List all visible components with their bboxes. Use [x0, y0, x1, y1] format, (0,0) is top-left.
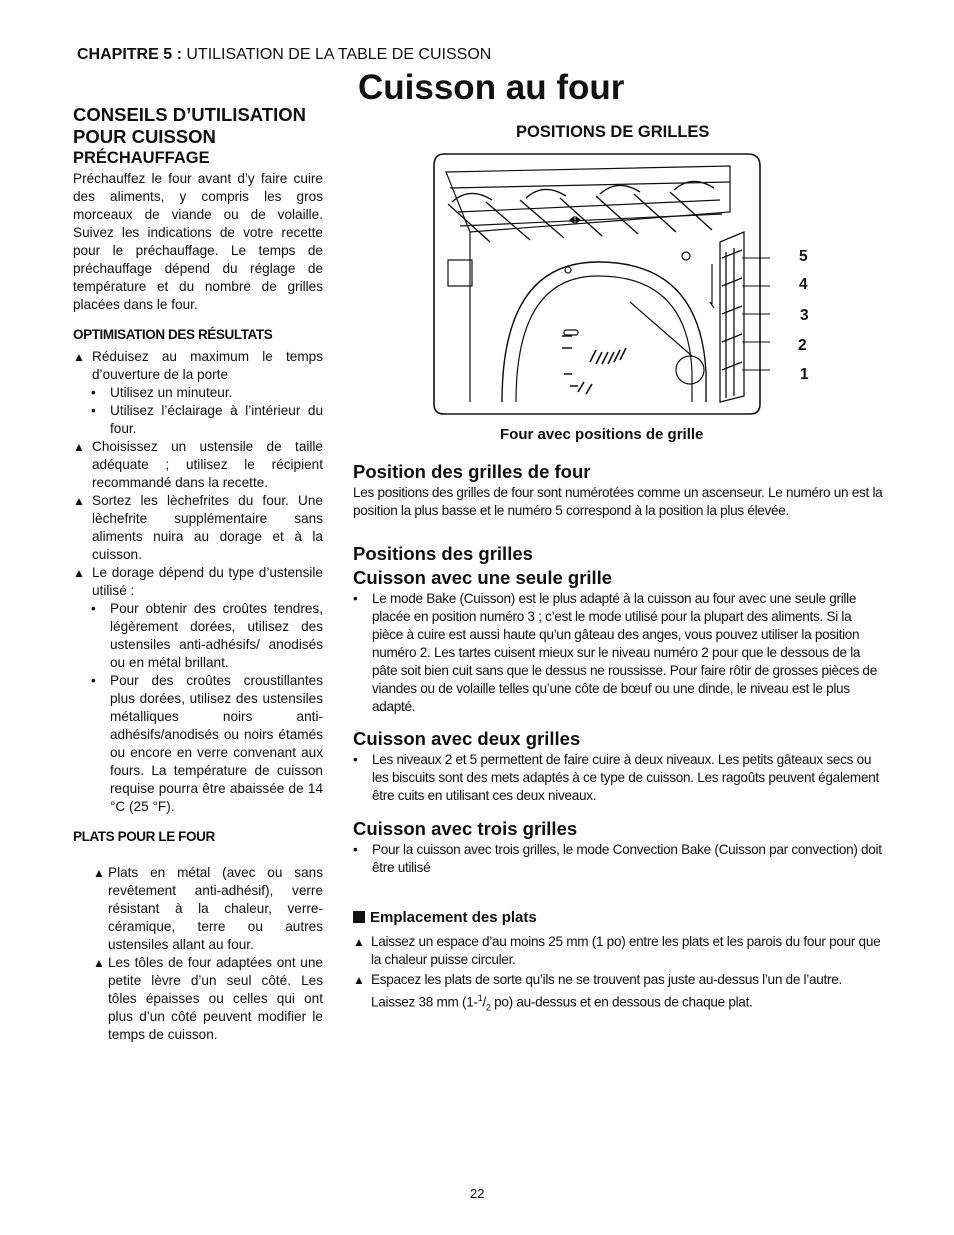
heading-positions-des-grilles: Positions des grilles	[353, 543, 533, 564]
figure-title: POSITIONS DE GRILLES	[516, 123, 710, 141]
rack-label-1: 1	[800, 366, 809, 383]
figure-caption: Four avec positions de grille	[500, 426, 704, 443]
heading-prechauffage: PRÉCHAUFFAGE	[73, 149, 210, 167]
fraction-denominator: 2	[485, 1002, 491, 1013]
section-two-racks	[353, 727, 883, 805]
rack-label-3: 3	[800, 307, 809, 324]
section-position	[353, 460, 883, 520]
placement-item-1: ▲ Laissez un espace d’au moins 25 mm (1 po) entre les plats et les parois du four pour que la chaleur puisse circuler.	[353, 933, 883, 969]
optim-sub-3: • Pour obtenir des croûtes tendres, légèrement dorées, utilisez des ustensiles anti-adhésifs/ anodisés ou en métal brillant.	[73, 600, 323, 672]
optim-item-2: ▲ Choisissez un ustensile de taille adéquate ; utilisez le récipient recommandé dans la recette.	[73, 438, 323, 492]
placement-item-2-a: Espacez les plats de sorte qu’ils ne se trouvent pas juste au-dessus l’un de l’autre. Laissez 38 mm (1-	[371, 972, 842, 1010]
optim-sub-1: • Utilisez un minuteur.	[73, 384, 323, 402]
two-racks-text: • Les niveaux 2 et 5 permettent de faire cuire à deux niveaux. Les petits gâteaux secs ou les biscuits sont des mets adaptés à ce type de cuisson. Les ragoûts peuvent également être cuits en utilisant ces deux niveaux.	[353, 751, 883, 805]
optim-sub-2: • Utilisez l’éclairage à l’intérieur du four.	[73, 402, 323, 438]
fraction-numerator: 1	[477, 993, 483, 1003]
heading-pour-cuisson: POUR CUISSON	[73, 126, 216, 147]
plats-item-2: ▲ Les tôles de four adaptées ont une petite lèvre d’un seul côté. Les tôles épaisses ou celles qui ont plus d’un côté peuvent modifier le temps de cuisson.	[73, 954, 323, 1044]
three-racks-text: • Pour la cuisson avec trois grilles, le mode Convection Bake (Cuisson par convection) doit être utilisé	[353, 841, 883, 877]
position-text: Les positions des grilles de four sont numérotées comme un ascenseur. Le numéro un est la position la plus basse et le numéro 5 correspond à la position la plus élevée.	[353, 485, 883, 518]
heading-optimisation: OPTIMISATION DES RÉSULTATS	[73, 327, 273, 342]
emplacement-label: Emplacement des plats	[370, 909, 537, 926]
one-rack-text: • Le mode Bake (Cuisson) est le plus adapté à la cuisson au four avec une seule grille placée en position numéro 3 ; c’est le mode utilisé pour la plupart des aliments. Si la pièce à cuire est aussi haute qu’un gâteau des anges, vous pouvez utiliser la position numéro 2. Les tartes cuisent mieux sur le niveau numéro 2 pour que le dessous de la pâte soit bien cuit sans que le dessus ne roussisse. Pour faire rôtir de grosses pièces de viandes ou de volaille telles qu’une côte de bœuf ou une dinde, le niveau est le plus adapté.	[353, 590, 883, 716]
optim-item-1: ▲ Réduisez au maximum le temps d’ouverture de la porte	[73, 348, 323, 384]
plats-item-1: ▲ Plats en métal (avec ou sans revêtement anti-adhésif), verre résistant à la chaleur, verre-céramique, terre ou autres ustensiles allant au four.	[73, 864, 323, 954]
heading-plats: PLATS POUR LE FOUR	[73, 829, 215, 844]
placement-item-2-b: po) au-dessus et en dessous de chaque plat.	[490, 994, 753, 1010]
optim-item-3: ▲ Sortez les lèchefrites du four. Une lèchefrite supplémentaire sans aliments nuira au dorage et à la cuisson.	[73, 492, 323, 564]
chapter-title: UTILISATION DE LA TABLE DE CUISSON	[186, 46, 492, 63]
section-one-rack	[353, 542, 883, 716]
page-number: 22	[470, 1186, 485, 1201]
page-title: Cuisson au four	[358, 68, 625, 107]
heading-position-grilles: Position des grilles de four	[353, 461, 591, 482]
optim-item-4: ▲ Le dorage dépend du type d’ustensile utilisé :	[73, 564, 323, 600]
heading-une-seule-grille: Cuisson avec une seule grille	[353, 567, 613, 588]
rack-label-5: 5	[799, 248, 808, 265]
chapter-label: CHAPITRE 5 :	[77, 46, 182, 63]
section-placement	[353, 909, 883, 1016]
oven-rack-diagram	[430, 152, 770, 420]
heading-conseils: CONSEILS D’UTILISATION	[73, 104, 306, 125]
rack-label-2: 2	[798, 337, 807, 354]
chapter-header	[77, 46, 491, 64]
heading-deux-grilles: Cuisson avec deux grilles	[353, 728, 581, 749]
heading-emplacement	[353, 909, 883, 927]
preheat-text: Préchauffez le four avant d’y faire cuire des aliments, y compris les gros morceaux de viande ou de volaille. Suivez les indications de votre recette pour le préchauffage. Le temps de préchauffage dépend du réglage de température et du nombre de grilles placées dans le four.	[73, 171, 323, 312]
square-bullet-icon	[353, 911, 365, 923]
section-three-racks	[353, 817, 883, 877]
placement-item-2: ▲ Espacez les plats de sorte qu’ils ne se trouvent pas juste au-dessus l’un de l’autre. Laissez 38 mm ($1-^1/_2$ po) au-dessus et en dessous de chaque plat.	[353, 971, 883, 1016]
left-column	[73, 104, 323, 1044]
optim-sub-4: • Pour des croûtes croustillantes plus dorées, utilisez des ustensiles métalliques noirs anti-adhésifs/anodisés ou noirs étamés ou encore en verre convenant aux fours. La température de cuisson requise pourra être abaissée de 14 °C (25 °F).	[73, 672, 323, 816]
rack-label-4: 4	[799, 276, 808, 293]
heading-trois-grilles: Cuisson avec trois grilles	[353, 818, 578, 839]
